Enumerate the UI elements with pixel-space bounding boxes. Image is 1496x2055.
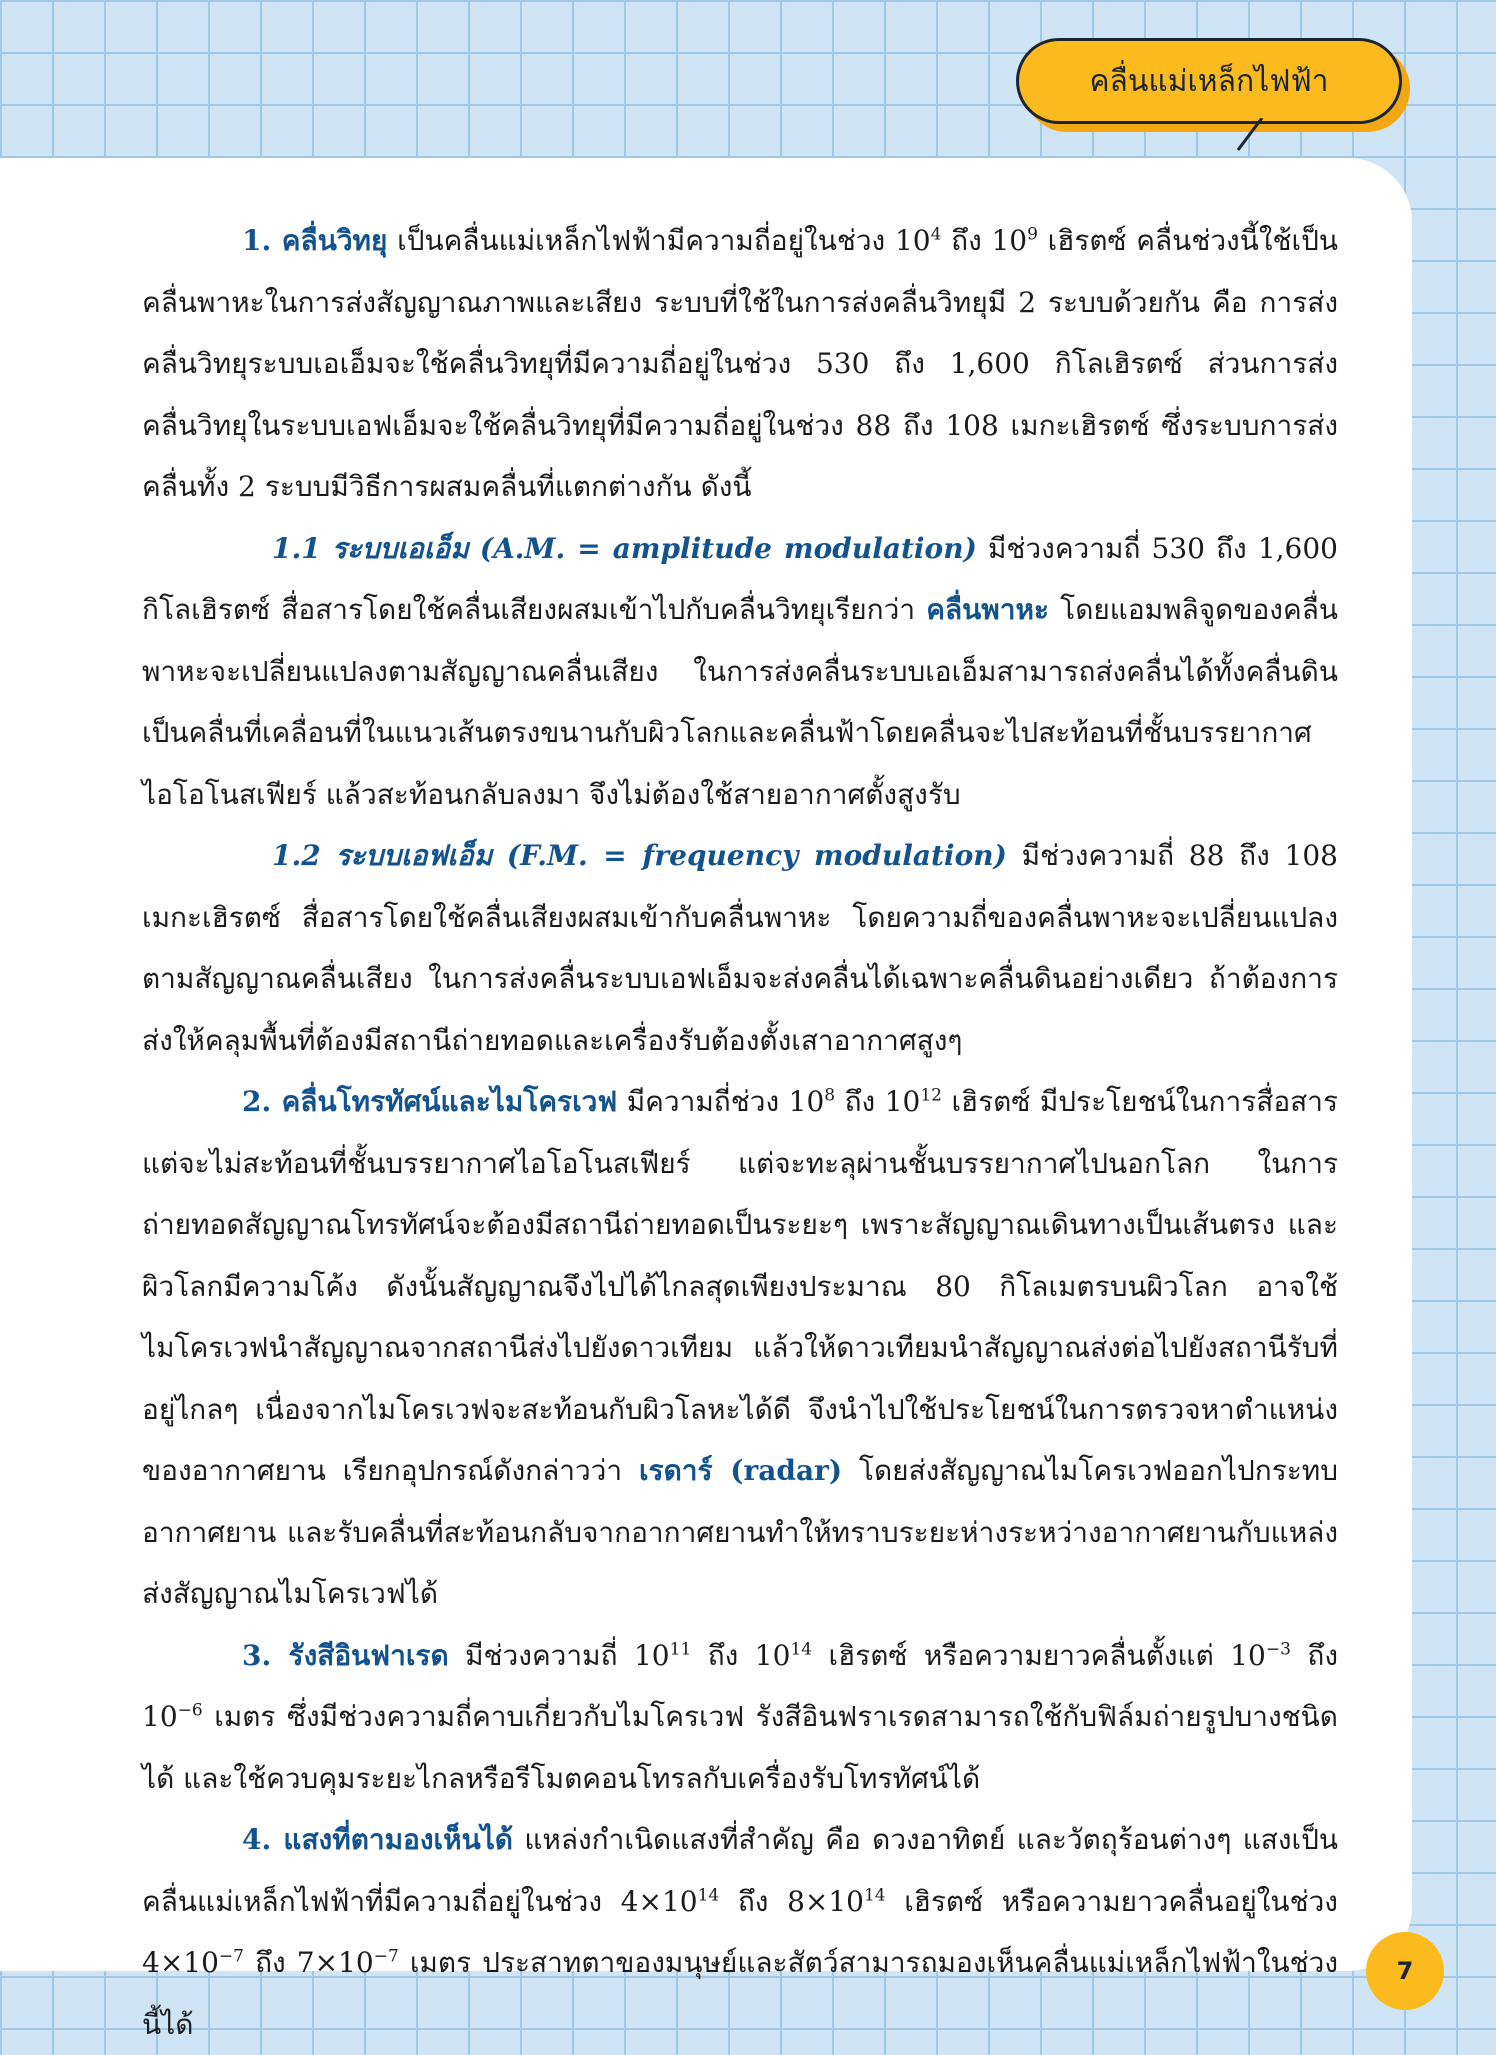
paragraph-visible-light	[142, 1809, 1338, 2055]
text: ถึง 8×10	[719, 1884, 864, 1918]
heading-infrared: 3. รังสีอินฟาเรด	[242, 1638, 449, 1672]
text: เฮิรตซ์ หรือความยาวคลื่นอยู่ในช่วง 4×10	[142, 1884, 1338, 1979]
exponent: 14	[790, 1639, 813, 1660]
text: เมตร ซึ่งมีช่วงความถี่คาบเกี่ยวกับไมโครเวฟ รังสีอินฟราเรดสามารถใช้กับฟิล์มถ่ายรูปบางชนิดได้ และใช้ควบคุมระยะไกลหรือรีโมตคอนโทรลกับเครื่องรับโทรทัศน์ได้	[142, 1700, 1338, 1795]
heading-fm-number: 1.2	[272, 839, 321, 872]
heading-tv-microwave: 2. คลื่นโทรทัศน์และไมโครเวฟ	[242, 1085, 618, 1118]
chapter-tag-label: คลื่นแม่เหล็กไฟฟ้า	[1089, 63, 1329, 99]
page-number: 7	[1366, 1932, 1444, 2010]
text: เฮิรตซ์ คลื่นช่วงนี้ใช้เป็นคลื่นพาหะในการส่งสัญญาณภาพและเสียง ระบบที่ใช้ในการส่งคลื่นวิทยุมี 2 ระบบด้วยกัน คือ การส่งคลื่นวิทยุระบบเอเอ็มจะใช้คลื่นวิทยุที่มีความถี่อยู่ในช่วง 530 ถึง 1,600 กิโลเฮิรตซ์ ส่วนการส่งคลื่นวิทยุในระบบเอฟเอ็มจะใช้คลื่นวิทยุที่มีความถี่อยู่ในช่วง 88 ถึง 108 เมกะเฮิรตซ์ ซึ่งระบบการส่งคลื่นทั้ง 2 ระบบมีวิธีการผสมคลื่นที่แตกต่างกัน ดังนี้	[142, 224, 1339, 503]
text: ถึง 10	[835, 1085, 921, 1118]
keyword-radar-en: (radar)	[712, 1454, 843, 1487]
text: เฮิรตซ์ หรือความยาวคลื่นตั้งแต่ 10	[812, 1638, 1266, 1672]
text: ถึง 10	[941, 224, 1028, 257]
text: มีช่วงความถี่ 88 ถึง 108 เมกะเฮิรตซ์ สื่อสารโดยใช้คลื่นเสียงผสมเข้ากับคลื่นพาหะ โดยความถี่ของคลื่นพาหะจะเปลี่ยนแปลงตามสัญญาณคลื่นเสียง ในการส่งคลื่นระบบเอฟเอ็มจะส่งคลื่นได้เฉพาะคลื่นดินอย่างเดียว ถ้าต้องการส่งให้คลุมพื้นที่ต้องมีสถานีถ่ายทอดและเครื่องรับต้องตั้งเสาอากาศสูงๆ	[142, 839, 1338, 1057]
tag-tail-decoration	[1210, 118, 1290, 158]
text: มีช่วงความถี่ 530 ถึง 1,600 กิโลเฮิรตซ์ สื่อสารโดยใช้คลื่นเสียงผสมเข้าไปกับคลื่นวิทยุเรียกว่า	[142, 531, 1338, 626]
text: โดยแอมพลิจูดของคลื่นพาหะจะเปลี่ยนแปลงตามสัญญาณคลื่นเสียง ในการส่งคลื่นระบบเอเอ็มสามารถส่งคลื่นได้ทั้งคลื่นดินเป็นคลื่นที่เคลื่อนที่ในแนวเส้นตรงขนานกับผิวโลกและคลื่นฟ้าโดยคลื่นจะไปสะท้อนที่ชั้นบรรยากาศไอโอโนสเฟียร์ แล้วสะท้อนกลับลงมา จึงไม่ต้องใช้สายอากาศตั้งสูงรับ	[142, 593, 1338, 811]
exponent: −7	[218, 1946, 244, 1967]
keyword-carrier-wave: คลื่นพาหะ	[926, 593, 1049, 626]
text: เฮิรตซ์ มีประโยชน์ในการสื่อสาร แต่จะไม่สะท้อนที่ชั้นบรรยากาศไอโอโนสเฟียร์ แต่จะทะลุผ่านชั้นบรรยากาศไปนอกโลก ในการถ่ายทอดสัญญาณโทรทัศน์จะต้องมีสถานีถ่ายทอดเป็นระยะๆ เพราะสัญญาณเดินทางเป็นเส้นตรง และผิวโลกมีความโค้ง ดังนั้นสัญญาณจึงไปได้ไกลสุดเพียงประมาณ 80 กิโลเมตรบนผิวโลก อาจใช้ไมโครเวฟนำสัญญาณจากสถานีส่งไปยังดาวเทียม แล้วให้ดาวเทียมนำสัญญาณส่งต่อไปยังสถานีรับที่อยู่ไกลๆ เนื่องจากไมโครเวฟจะสะท้อนกับผิวโลหะได้ดี จึงนำไปใช้ประโยชน์ในการตรวจหาตำแหน่งของอากาศยาน เรียกอุปกรณ์ดังกล่าวว่า	[142, 1085, 1339, 1487]
exponent: 14	[863, 1885, 886, 1906]
exponent: −6	[177, 1700, 203, 1721]
text: ถึง 10	[691, 1638, 791, 1672]
heading-radio-waves: 1. คลื่นวิทยุ	[242, 224, 388, 257]
exponent: 14	[697, 1885, 720, 1906]
exponent: 12	[920, 1085, 942, 1106]
text: แหล่งกำเนิดแสงที่สำคัญ คือ ดวงอาทิตย์ และวัตถุร้อนต่างๆ แสงเป็นคลื่นแม่เหล็กไฟฟ้าที่มีความถี่อยู่ในช่วง 4×10	[142, 1823, 1339, 1918]
paragraph-radio-waves	[142, 210, 1338, 518]
paragraph-am-system	[142, 518, 1338, 826]
text: ถึง 7×10	[243, 1946, 374, 1979]
heading-am-system: ระบบเอเอ็ม	[331, 531, 469, 565]
paragraph-infrared	[142, 1625, 1338, 1810]
text: เป็นคลื่นแม่เหล็กไฟฟ้ามีความถี่อยู่ในช่วง 10	[387, 224, 931, 257]
text: โดยส่งสัญญาณไมโครเวฟออกไปกระทบอากาศยาน และรับคลื่นที่สะท้อนกลับจากอากาศยานทำให้ทราบระยะห่างระหว่างอากาศยานกับแหล่งส่งสัญญาณไมโครเวฟได้	[142, 1454, 1338, 1610]
article-body	[142, 210, 1338, 2055]
exponent: 11	[669, 1639, 692, 1660]
exponent: 8	[824, 1085, 836, 1106]
text: มีความถี่ช่วง 10	[617, 1085, 825, 1118]
paragraph-tv-microwave	[142, 1071, 1338, 1625]
exponent: −7	[373, 1946, 399, 1967]
text: เมตร ประสาทตาของมนุษย์และสัตว์สามารถมองเห็นคลื่นแม่เหล็กไฟฟ้าในช่วงนี้ได้	[142, 1946, 1338, 2041]
paragraph-fm-system	[142, 825, 1338, 1071]
exponent: 9	[1027, 224, 1038, 245]
heading-visible-light: 4. แสงที่ตามองเห็นได้	[242, 1823, 513, 1856]
heading-fm-paren: (F.M. = frequency modulation)	[506, 839, 1007, 872]
chapter-tag	[1016, 38, 1402, 124]
text: มีช่วงความถี่ 10	[448, 1638, 670, 1672]
text: ถึง 10	[142, 1638, 1339, 1733]
exponent: −3	[1265, 1639, 1291, 1660]
heading-am-paren: (A.M. = amplitude modulation)	[479, 531, 977, 565]
exponent: 4	[930, 224, 942, 245]
heading-fm-system: ระบบเอฟเอ็ม	[335, 839, 493, 872]
keyword-radar: เรดาร์	[638, 1454, 713, 1487]
heading-am-number: 1.1	[272, 531, 321, 565]
